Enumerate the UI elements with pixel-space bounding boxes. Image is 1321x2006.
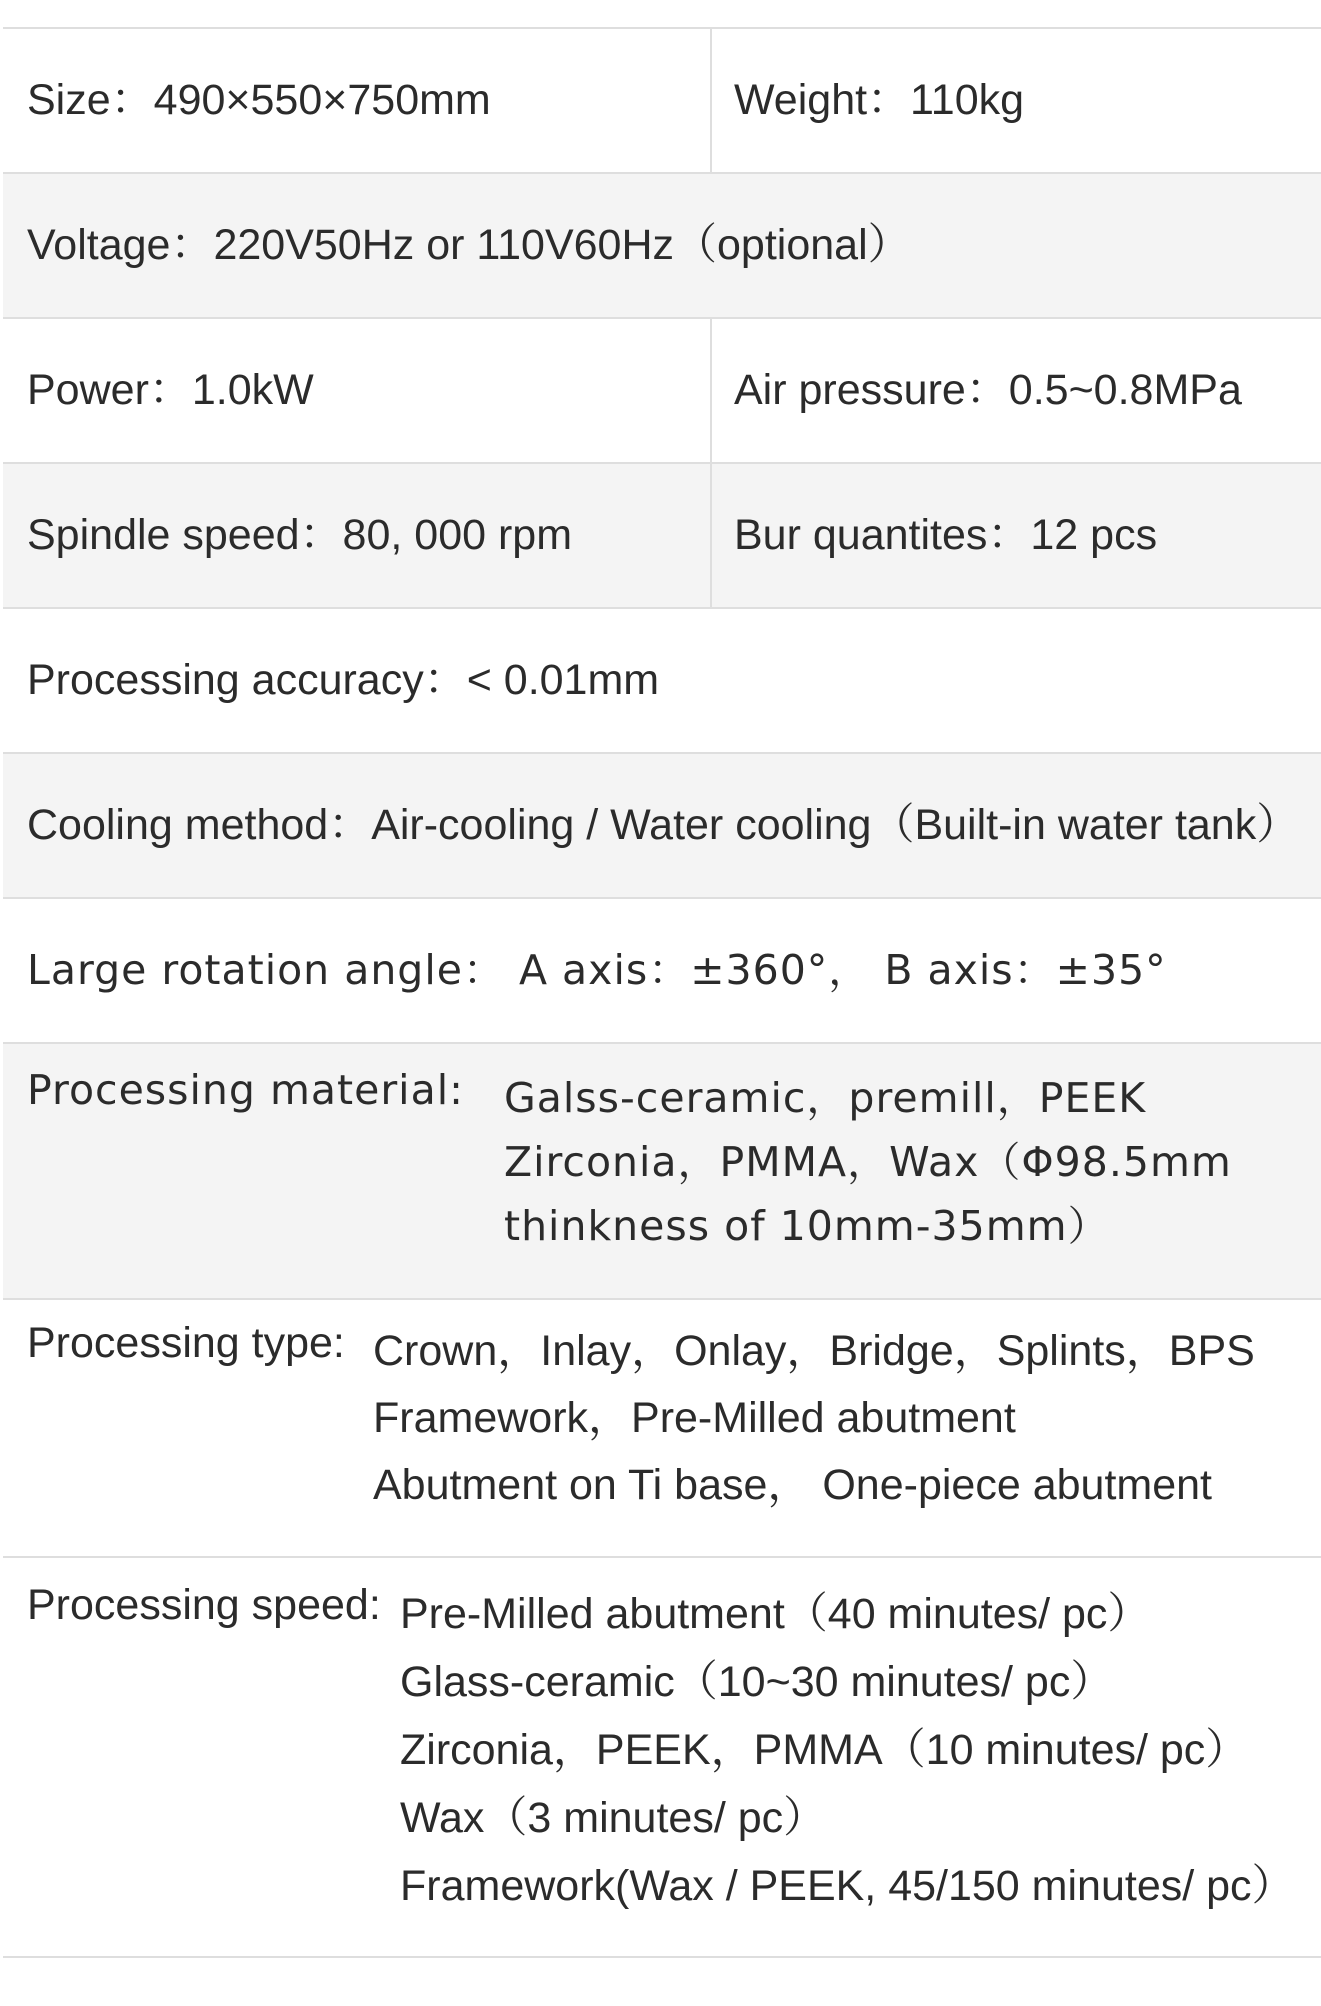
spec-type-label: Processing type: [27, 1319, 345, 1367]
spec-type [3, 1300, 1321, 1556]
spec-speed-values [400, 1580, 1295, 1920]
spec-speed-line: Zirconia，PEEK，PMMA（10 minutes/ pc） [400, 1726, 1249, 1774]
spec-material-values [504, 1066, 1232, 1258]
spec-material-line: Galss-ceramic，premill，PEEK [504, 1074, 1147, 1122]
spec-row-type [3, 1300, 1321, 1558]
spec-voltage: Voltage：220V50Hz or 110V60Hz（optional） [27, 220, 911, 269]
spec-table [3, 27, 1321, 1958]
spec-accuracy: Processing accuracy：< 0.01mm [27, 655, 660, 704]
spec-bur-quantities: Bur quantites：12 pcs [734, 510, 1158, 559]
spec-row-speed [3, 1558, 1321, 1958]
spec-row-accuracy [3, 609, 1321, 754]
spec-row-material [3, 1044, 1321, 1300]
spec-speed-line: Wax（3 minutes/ pc） [400, 1794, 827, 1842]
spec-speed-line: Pre-Milled abutment（40 minutes/ pc） [400, 1590, 1151, 1638]
spec-rotation: Large rotation angle： A axis：±360°， B axis：±35° [27, 945, 1167, 994]
spec-size: Size：490×550×750mm [3, 29, 712, 172]
spec-cooling: Cooling method：Air-cooling / Water cooling（Built-in water tank） [27, 800, 1300, 849]
spec-material-line: Zirconia，PMMA，Wax（Φ98.5mm [504, 1138, 1232, 1186]
spec-material-label: Processing material: [27, 1066, 464, 1114]
spec-material [3, 1044, 1321, 1298]
spec-speed-label: Processing speed: [27, 1581, 381, 1629]
spec-type-line: Abutment on Ti base， One-piece abutment [373, 1461, 1212, 1509]
spec-row-rotation [3, 899, 1321, 1044]
spec-row-voltage [3, 174, 1321, 319]
spec-type-line: Framework，Pre-Milled abutment [373, 1394, 1016, 1442]
spec-speed [3, 1558, 1321, 1956]
spec-row-spindle-bur [3, 464, 1321, 609]
spec-weight: Weight：110kg [734, 75, 1025, 124]
spec-row-power-air [3, 319, 1321, 464]
spec-row-size-weight [3, 29, 1321, 174]
spec-speed-line: Framework(Wax / PEEK, 45/150 minutes/ pc） [400, 1862, 1295, 1910]
spec-spindle-speed: Spindle speed：80, 000 rpm [3, 464, 712, 607]
spec-speed-line: Glass-ceramic（10~30 minutes/ pc） [400, 1658, 1114, 1706]
spec-power: Power：1.0kW [3, 319, 712, 462]
spec-row-cooling [3, 754, 1321, 899]
spec-type-values [373, 1318, 1255, 1519]
spec-material-line: thinkness of 10mm-35mm） [504, 1202, 1110, 1250]
spec-air-pressure: Air pressure：0.5~0.8MPa [734, 365, 1242, 414]
spec-type-line: Crown，Inlay，Onlay，Bridge，Splints，BPS [373, 1327, 1255, 1375]
